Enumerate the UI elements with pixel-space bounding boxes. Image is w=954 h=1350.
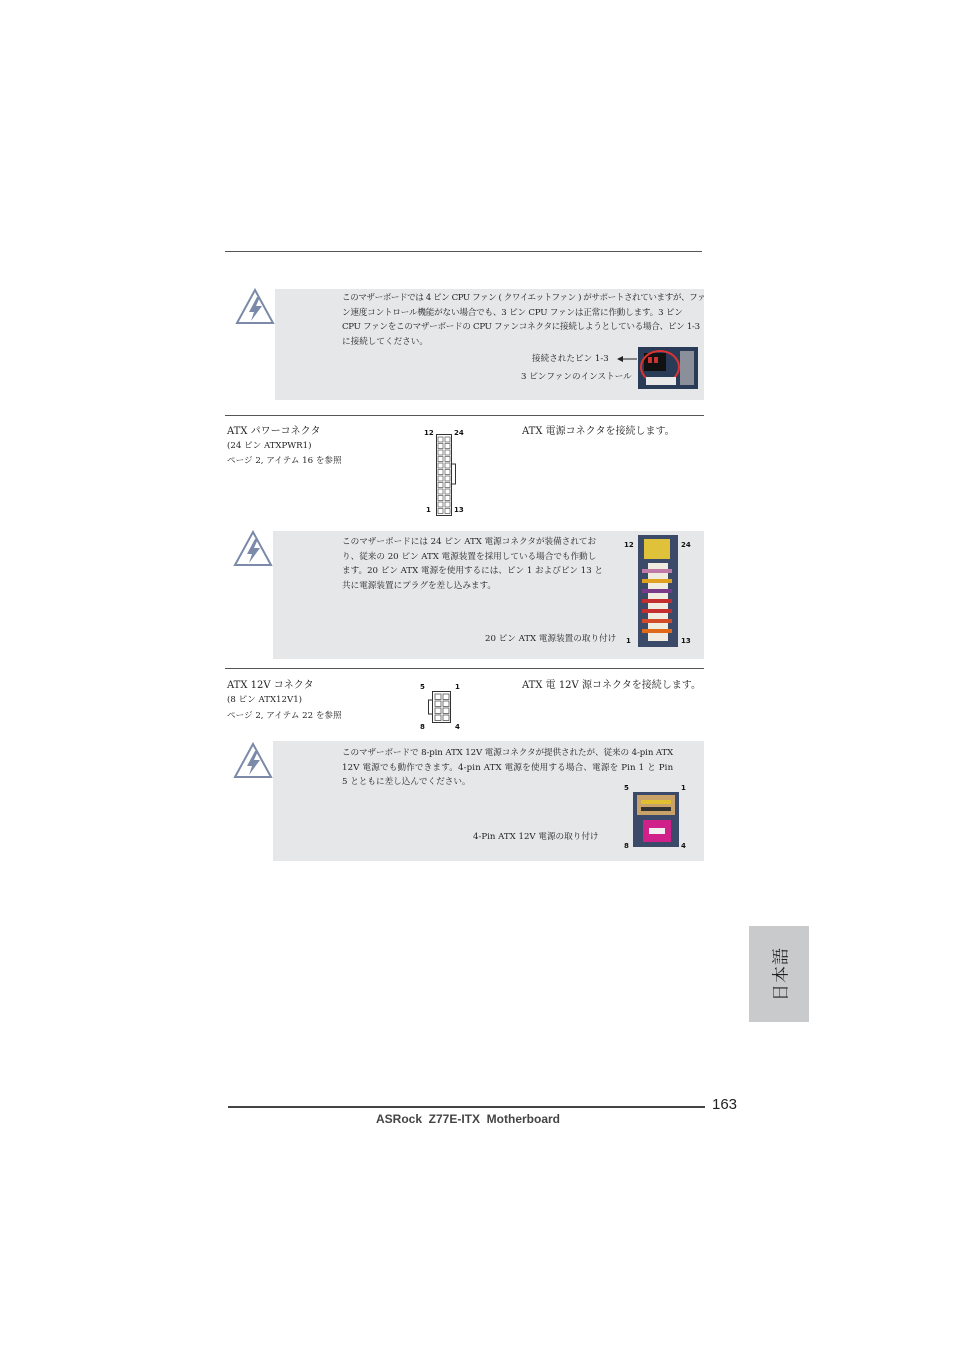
note1-line-4: に接続してください。 (342, 336, 428, 347)
note2-caption: 20 ピン ATX 電源装置の取り付け (485, 634, 617, 644)
section-rule-atx24 (225, 415, 704, 416)
note1-text (342, 291, 704, 349)
note1-line-3: CPU ファンをこのマザーボードの CPU ファンコネクタに接続しようとしている場合、ピン 1-3 (342, 322, 700, 333)
atx24-title: ATX パワーコネクタ (227, 426, 321, 437)
atx24-connector-icon (436, 434, 458, 516)
note2-line-1: このマザーボードには 24 ピン ATX 電源コネクタが装備されてお (342, 537, 597, 547)
section-rule-atx12 (225, 668, 704, 669)
atx20-install-photo (638, 535, 678, 647)
note2-pin-label-24: 24 (681, 541, 691, 549)
note3-pin-label-1: 1 (681, 784, 686, 792)
note2-line-2: り、従来の 20 ピン ATX 電源装置を採用している場合でも作動し (342, 551, 597, 562)
atx24-ref: ページ 2, アイテム 16 を参照 (227, 456, 342, 466)
warning-icon (235, 288, 275, 326)
note2-line-3: ます。20 ピン ATX 電源を使用するには、ピン 1 およびピン 13 と (342, 566, 604, 577)
arrow-left-icon (617, 355, 637, 363)
atx12-pin-label-4: 4 (455, 723, 460, 731)
atx24-pin-label-13: 13 (454, 506, 464, 514)
note3-line-3: 5 とともに差し込んでください。 (342, 777, 471, 788)
note3-pin-label-5: 5 (624, 784, 629, 792)
atx24-connector-diagram (420, 428, 470, 518)
note2-line-4: 共に電源装置にプラグを差し込みます。 (342, 580, 497, 591)
atx24-pin-label-1: 1 (426, 506, 431, 514)
note3-pin-label-4: 4 (681, 842, 686, 850)
note1-callout-pins: 接続されたピン 1-3 (532, 354, 609, 364)
note3-line-2: 12V 電源でも動作できます。4-pin ATX 電源を使用する場合、電源を Pin 1 と Pin (342, 762, 674, 773)
atx12-pin-label-8: 8 (420, 723, 425, 731)
language-tab-label: 日本語 (771, 947, 792, 1001)
atx12-pin-label-1: 1 (455, 683, 460, 691)
atx24-sub: (24 ピン ATXPWR1) (227, 441, 312, 451)
note1-callout-install: 3 ピンファンのインストール (521, 372, 632, 382)
atx24-desc: ATX 電源コネクタを接続します。 (522, 426, 675, 437)
note1-line-2: ン速度コントロール機能がない場合でも、3 ピン CPU ファンは正常に作動します。3 ピン (342, 307, 683, 318)
warning-icon (233, 742, 273, 780)
note2-pin-label-13: 13 (681, 637, 691, 645)
top-rule (225, 251, 702, 252)
note2-pin-label-1: 1 (626, 637, 631, 645)
footer-rule (228, 1106, 705, 1108)
atx12-sub: (8 ピン ATX12V1) (227, 695, 303, 705)
atx24-pin-label-24: 24 (454, 429, 464, 437)
note3-text (342, 746, 704, 790)
atx12-connector-icon (428, 691, 452, 723)
warning-icon (233, 530, 273, 568)
atx12-title: ATX 12V コネクタ (227, 680, 314, 691)
page-number: 163 (712, 1096, 738, 1113)
language-tab (749, 926, 809, 1022)
atx12-install-photo (633, 792, 679, 847)
atx12-pin-label-5: 5 (420, 683, 425, 691)
note2-text (342, 535, 612, 593)
note2-pin-label-12: 12 (624, 541, 634, 549)
note3-pin-label-8: 8 (624, 842, 629, 850)
note3-caption: 4-Pin ATX 12V 電源の取り付け (473, 832, 599, 842)
fan-header-photo (638, 347, 698, 389)
atx12-connector-diagram (416, 682, 466, 734)
note1-line-1: このマザーボードでは 4 ピン CPU ファン ( クワイエットファン ) がサポートされていますが、ファ (342, 293, 706, 303)
atx12-ref: ページ 2, アイテム 22 を参照 (227, 711, 342, 721)
note3-line-1: このマザーボードで 8-pin ATX 12V 電源コネクタが提供されたが、従来の 4-pin ATX (342, 748, 674, 758)
atx24-pin-label-12: 12 (424, 429, 434, 437)
atx12-desc: ATX 電 12V 源コネクタを接続します。 (522, 680, 701, 691)
footer-product-title: ASRock Z77E-ITX Motherboard (375, 1112, 561, 1126)
